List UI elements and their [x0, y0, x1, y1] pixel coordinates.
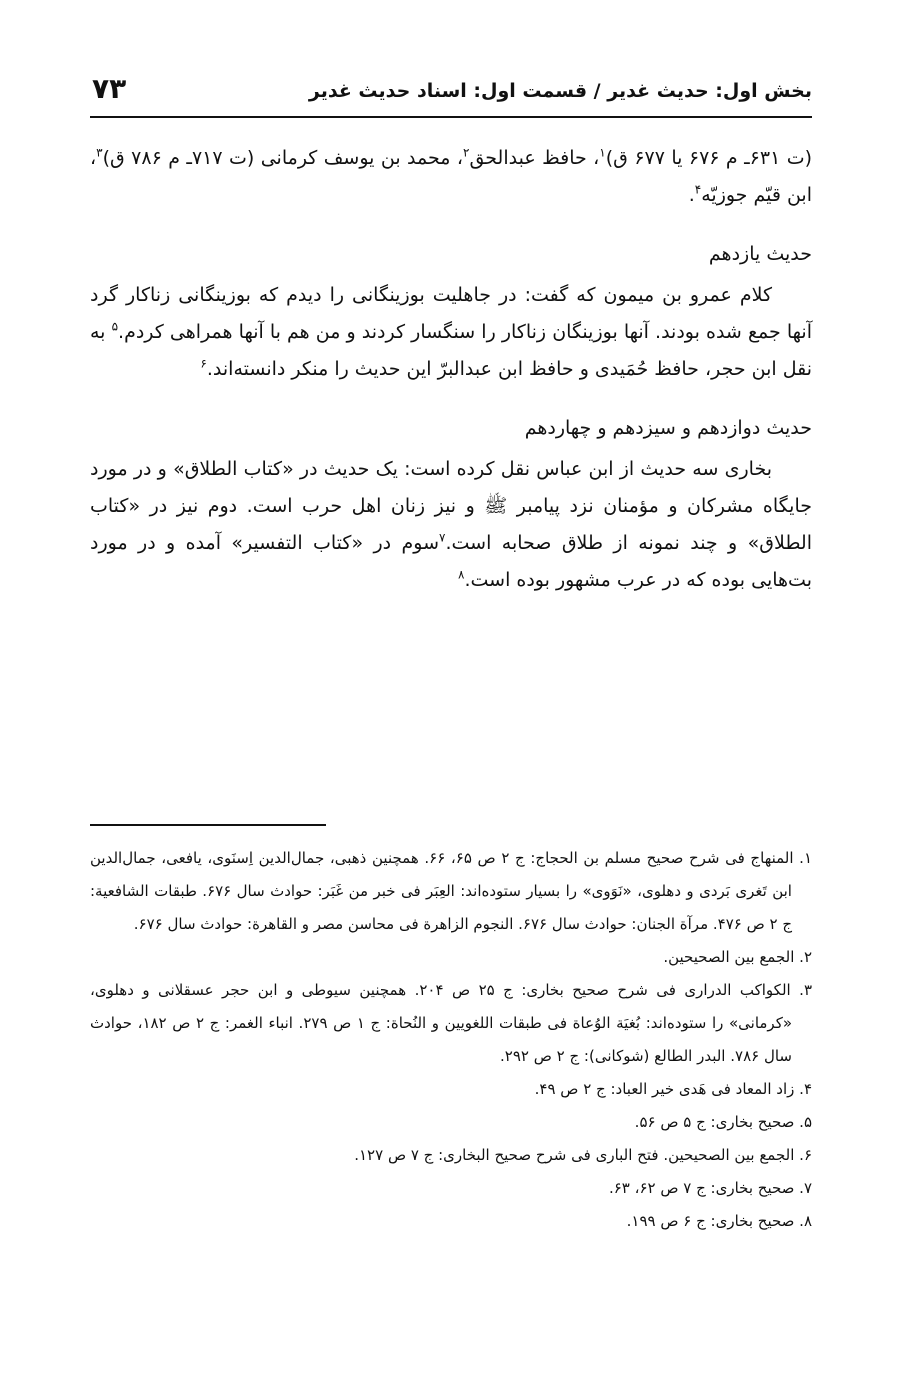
footnote-ref-4[interactable]: ۴: [694, 182, 702, 197]
footnote-1: ۱. المنهاج فی شرح صحیح مسلم بن الحجاج: ج ۲ ص ۶۵، ۶۶. همچنین ذهبی، جمال‌الدین اِسنَوی، یافعی، جمال‌الدین ابن تَغری بَردی و دهلوی، «نَوَوی» را بسیار ستوده‌اند: العِبَر فی خبر من غَبَر: حوادث سال ۶۷۶. طبقات الشافعیة: ج ۲ ص ۴۷۶. مرآة الجنان: حوادث سال ۶۷۶. النجوم الزاهرة فی محاسن مصر و القاهرة: حوادث سال ۶۷۶.: [90, 849, 813, 933]
section-heading-12-14: حدیث دوازدهم و سیزدهم و چهاردهم: [524, 417, 812, 439]
footnote-5: ۵. صحیح بخاری: ج ۵ ص ۵۶.: [634, 1113, 812, 1131]
footnote-ref-8[interactable]: ۸: [458, 567, 465, 582]
footnote-6: ۶. الجمع بین الصحیحین. فتح الباری فی شرح صحیح البخاری: ج ۷ ص ۱۲۷.: [354, 1146, 812, 1164]
page-header: [90, 66, 812, 118]
footnote-ref-2[interactable]: ۲: [462, 145, 470, 160]
section-heading-11: حدیث یازدهم: [708, 243, 812, 265]
footnote-4: ۴. زاد المعاد فی هَدی خیر العباد: ج ۲ ص ۴۹.: [534, 1080, 812, 1098]
footnote-2: ۲. الجمع بین الصحیحین.: [663, 948, 812, 966]
footnote-ref-1[interactable]: ۱: [599, 145, 606, 160]
footnote-separator: [90, 824, 326, 826]
main-text: [90, 140, 812, 599]
paragraph-hadith-11: کلام عمرو بن میمون که گفت: در جاهلیت بوزینگانی را دیدم که بوزینگانی زناکار گرد آنها جمع شده بودند. آنها بوزینگان زناکار را سنگسار کردند و من هم با آنها همراهی کردم.$^۵$ به نقل ابن حجر، حافظ حُمَیدی و حافظ ابن عبدالبرّ این حدیث را منکر دانسته‌اند.$^۶$: [90, 284, 812, 380]
running-title: بخش اول: حدیث غدیر / قسمت اول: اسناد حدیث غدیر: [308, 80, 812, 102]
footnote-3: ۳. الکواکب الدراری فی شرح صحیح بخاری: ج ۲۵ ص ۲۰۴. همچنین سیوطی و ابن حجر عسقلانی و دهلوی، «کرمانی» را ستوده‌اند: بُغیَة الوُعاة فی طبقات اللغویین و النُحاة: ج ۱ ص ۲۷۹. انباء الغمر: ج ۲ ص ۱۸۲، حوادث سال ۷۸۶. البدر الطالع (شوکانی): ج ۲ ص ۲۹۲.: [90, 981, 812, 1065]
page-number: ۷۳: [92, 72, 127, 105]
paragraph-continuation: (ت ۶۳۱ـ م ۶۷۶ یا ۶۷۷ ق)$^۱$، حافظ عبدالحق$^۲$، محمد بن یوسف کرمانی (ت ۷۱۷ـ م ۷۸۶ ق)$^۳$، ابن قیّم جوزیّه$^۴$.: [90, 145, 812, 206]
footnote-ref-5[interactable]: ۵: [111, 319, 119, 334]
footnote-ref-6[interactable]: ۶: [200, 356, 207, 371]
footnotes: [90, 842, 812, 1238]
footnote-ref-3[interactable]: ۳: [96, 145, 103, 160]
footnote-8: ۸. صحیح بخاری: ج ۶ ص ۱۹۹.: [626, 1212, 812, 1230]
paragraph-hadith-12-14: بخاری سه حدیث از ابن عباس نقل کرده است: یک حدیث در «کتاب الطلاق» و در مورد جایگاه مشرکان و مؤمنان نزد پیامبر ﷺ و نیز زنان اهل حرب است. دوم نیز در «کتاب الطلاق» و چند نمونه از طلاق صحابه است.$^۷$سوم در «کتاب التفسیر» آمده و در مورد بت‌هایی بوده که در عرب مشهور بوده است.$^۸$: [90, 458, 812, 591]
footnote-ref-7[interactable]: ۷: [439, 530, 446, 545]
footnote-7: ۷. صحیح بخاری: ج ۷ ص ۶۲، ۶۳.: [608, 1179, 812, 1197]
book-page: [90, 0, 812, 1390]
